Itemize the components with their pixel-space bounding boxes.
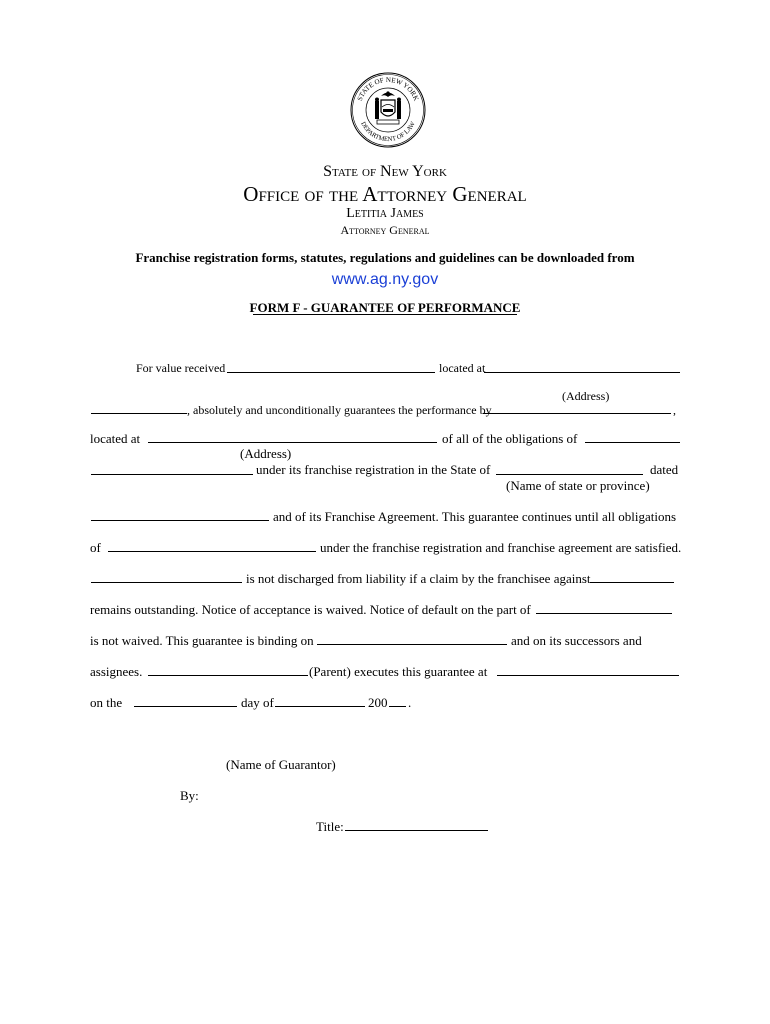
blank-row4-start[interactable] [91, 474, 253, 475]
parent-executes-text: (Parent) executes this guarantee at [309, 664, 488, 679]
office-heading: Office of the Attorney General [243, 182, 527, 206]
address-caption-1: (Address) [562, 389, 610, 403]
franchisor-name-blank[interactable] [483, 413, 671, 414]
seal-icon [350, 72, 426, 148]
blank-row7-start[interactable] [91, 582, 242, 583]
franchisor-address-blank[interactable] [148, 442, 437, 443]
on-the-label: on the [90, 695, 123, 710]
blank-row5-start[interactable] [91, 520, 269, 521]
blank-row2-start[interactable] [91, 413, 187, 414]
state-caption: (Name of state or province) [506, 478, 650, 493]
of-label: of [90, 540, 101, 555]
title-blank[interactable] [345, 830, 488, 831]
title-label: Title: [316, 819, 344, 834]
guarantor-address-blank[interactable] [484, 372, 680, 373]
form-title-underline [253, 314, 517, 315]
date-period: . [408, 695, 412, 710]
not-discharged-text: is not discharged from liability if a claim by the franchisee against [246, 571, 591, 586]
by-label: By: [180, 788, 199, 803]
execution-place-blank[interactable] [497, 675, 679, 676]
day-of-label: day of [241, 695, 274, 710]
year-prefix: 200 [368, 695, 388, 710]
day-blank[interactable] [134, 706, 237, 707]
month-blank[interactable] [275, 706, 365, 707]
guarantor-name-blank[interactable] [227, 372, 435, 373]
blank-row9[interactable] [317, 644, 507, 645]
attorney-name: Letitia James [346, 206, 424, 221]
assignees-text: assignees. [90, 664, 143, 679]
binding-on-text: is not waived. This guarantee is binding on [90, 633, 314, 648]
guarantor-name-caption: (Name of Guarantor) [226, 757, 336, 772]
year-blank[interactable] [389, 706, 406, 707]
dated-label: dated [650, 462, 679, 477]
download-note: Franchise registration forms, statutes, regulations and guidelines can be downloaded from [135, 250, 635, 265]
svg-text:STATE OF NEW YORK [356, 76, 420, 102]
state-name-blank[interactable] [496, 474, 643, 475]
row2-comma: , [673, 403, 676, 417]
for-value-received-label: For value received [136, 361, 226, 375]
franchise-registration-text: under its franchise registration in the State of [256, 462, 491, 477]
satisfied-text: under the franchise registration and franchise agreement are satisfied. [320, 540, 682, 555]
website-link[interactable]: www.ag.ny.gov [331, 271, 439, 288]
blank-row8[interactable] [536, 613, 672, 614]
franchise-agreement-text: and of its Franchise Agreement. This guarantee continues until all obligations [273, 509, 677, 524]
obligations-of-text: of all of the obligations of [442, 431, 578, 446]
guarantees-text: , absolutely and unconditionally guarantees the performance by [187, 403, 492, 417]
blank-row7-end[interactable] [590, 582, 674, 583]
located-at-label: located at [439, 361, 486, 375]
seal-bottom-text: DEPARTMENT OF LAW [359, 120, 417, 144]
address-caption-2: (Address) [240, 446, 292, 461]
state-heading: State of New York [323, 163, 447, 180]
successors-text: and on its successors and [511, 633, 642, 648]
seal-top-text: STATE OF NEW YORK [355, 75, 421, 103]
attorney-title: Attorney General [340, 223, 430, 237]
parent-name-blank[interactable] [148, 675, 308, 676]
obligations-of-blank[interactable] [585, 442, 680, 443]
blank-row6[interactable] [108, 551, 316, 552]
located-at-label-2: located at [90, 431, 141, 446]
form-title: FORM F - GUARANTEE OF PERFORMANCE [249, 300, 521, 315]
state-seal [350, 72, 426, 148]
remains-outstanding-text: remains outstanding. Notice of acceptance is waived. Notice of default on the part of [90, 602, 531, 617]
